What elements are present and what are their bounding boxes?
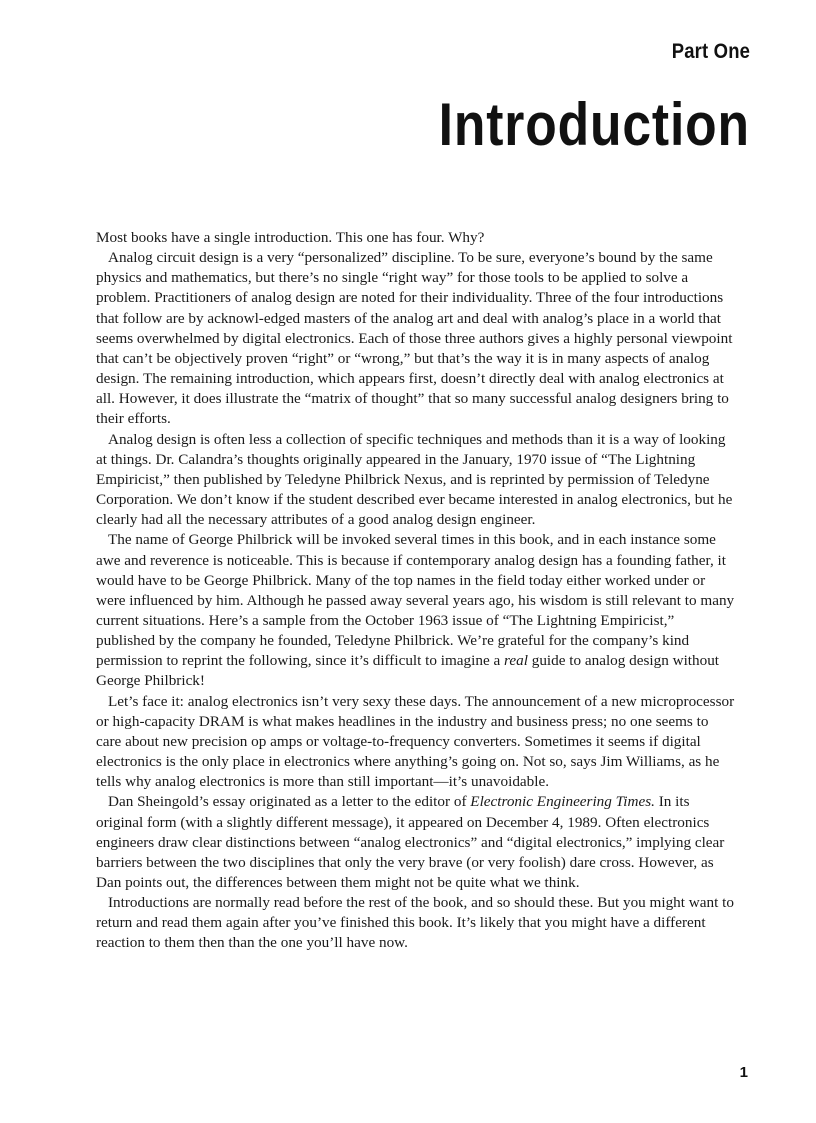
paragraph-analog-personalized: Analog circuit design is a very “personalized” discipline. To be sure, everyone’s bound by the same physics and mathematics, but there’s no single “right way” for those tools to be applied to solve a problem. Practitioners of analog design are noted for their individuality. Three of the four introductions that follow are by acknowl-edged masters of the analog art and deal with analog’s place in a world that seems overwhelmed by digital electronics. Each of those three authors gives a highly personal viewpoint that can’t be objectively proven “right” or “wrong,” but that’s the way it is in many aspects of analog design. The remaining introduction, which appears first, doesn’t directly deal with analog electronics at all. However, it does illustrate the “matrix of thought” that so many successful analog designers bring to their efforts. <box>96 249 733 428</box>
paragraph-calandra: Analog design is often less a collection of specific techniques and methods than it is a way of looking at things. Dr. Calandra’s thoughts originally appeared in the January, 1970 issue of “The Lightning Empiricist,” then published by Teledyne Philbrick Nexus, and is reprinted by permission of Teledyne Corporation. We don’t know if the student described ever became interested in analog electronics, but he clearly had all the necessary attributes of a good analog design engineer. <box>96 430 733 529</box>
sheingold-text-b: In its original form (with a slightly different message), it appeared on December 4, 1989. Often electronics engineers draw clear distinctions between “analog electronics” and “digital electronics,” implying clear barriers between the two disciplines that only the very brave (or very foolish) dare cross. However, as Dan points out, the differences between them might not be quite what we think. <box>96 793 725 891</box>
body-text <box>96 228 736 954</box>
philbrick-text-a: The name of George Philbrick will be invoked several times in this book, and in each instance some awe and reverence is noticeable. This is because if contemporary analog design has a founding father, it would have to be George Philbrick. Many of the top names in the field today either worked under or were influenced by him. Although he passed away several years ago, his wisdom is still relevant to many current situations. Here’s a sample from the October 1963 issue of “The Lightning Empiricist,” published by the company he founded, Teledyne Philbrick. We’re grateful for the company’s kind permission to reprint the following, since it’s difficult to imagine a <box>96 531 735 670</box>
sheingold-text-a: Dan Sheingold’s essay originated as a letter to the editor of <box>108 793 471 811</box>
sheingold-publication: Electronic Engineering Times. <box>470 793 655 811</box>
paragraph-williams: Let’s face it: analog electronics isn’t very sexy these days. The announcement of a new microprocessor or high-capacity DRAM is what makes headlines in the industry and business press; no one seems to care about new precision op amps or voltage-to-frequency converters. Sometimes it seems if digital electronics is the only place in electronics where anything’s going on. Not so, says Jim Williams, as he tells why analog electronics is more than still important—it’s unavoidable. <box>96 692 735 791</box>
philbrick-emphasis: real <box>504 652 528 670</box>
paragraph-closing: Introductions are normally read before the rest of the book, and so should these. But you might want to return and read them again after you’ve finished this book. It’s likely that you might have a different reaction to them then than the one you’ll have now. <box>96 894 734 952</box>
chapter-title: Introduction <box>438 91 750 158</box>
page-number: 1 <box>739 1064 748 1081</box>
part-label: Part One <box>671 40 750 63</box>
paragraph-opening: Most books have a single introduction. This one has four. Why? <box>96 229 485 246</box>
paragraph-sheingold <box>96 792 736 893</box>
philbrick-text-b: guide to analog design without George Philbrick! <box>96 652 720 690</box>
paragraph-philbrick <box>96 530 736 691</box>
